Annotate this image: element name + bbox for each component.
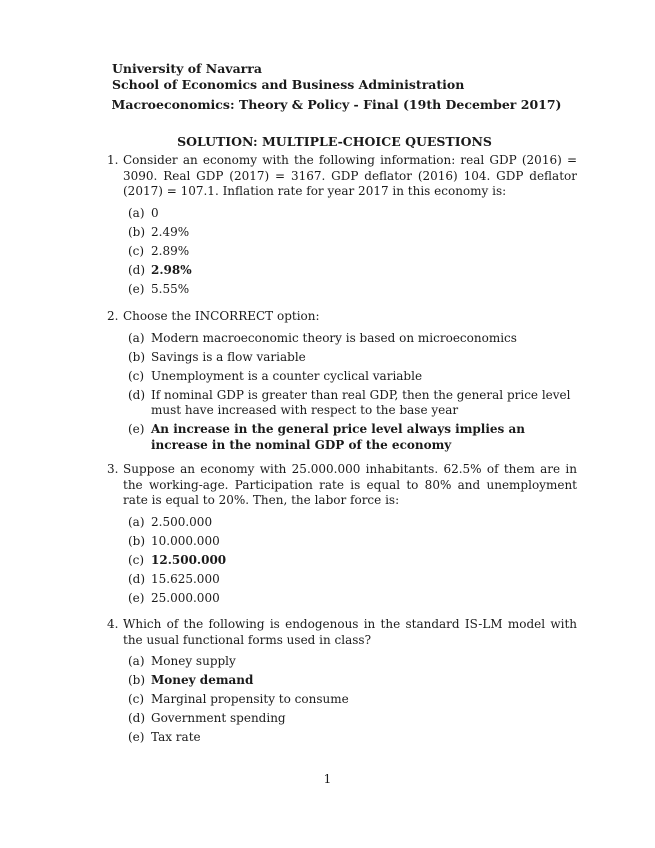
option-text: 2.500.000 <box>151 514 213 529</box>
option-text: 12.500.000 <box>151 552 227 567</box>
option-a <box>128 206 577 222</box>
option-text: Money demand <box>151 673 254 687</box>
options-list <box>128 206 577 298</box>
question-3 <box>107 462 577 610</box>
section-title: SOLUTION: MULTIPLE-CHOICE QUESTIONS <box>177 134 492 149</box>
option-label: (a) <box>128 654 145 668</box>
option-d <box>128 572 577 588</box>
option-label: (d) <box>128 711 146 725</box>
option-text: 15.625.000 <box>151 571 220 586</box>
option-label: (b) <box>128 224 146 239</box>
question-text: Choose the INCORRECT option: <box>123 309 320 323</box>
option-b <box>128 350 577 366</box>
option-text: 2.98% <box>151 262 192 277</box>
option-b-correct <box>128 673 577 689</box>
option-label: (e) <box>128 281 145 296</box>
option-label: (a) <box>128 514 145 529</box>
option-label: (b) <box>128 673 146 687</box>
university-name: University of Navarra <box>112 61 262 76</box>
option-label: (c) <box>128 692 145 706</box>
course-title: Macroeconomics: Theory & Policy - Final (19th December 2017) <box>111 97 562 112</box>
option-label: (c) <box>128 368 145 383</box>
option-d <box>128 388 577 419</box>
option-label: (e) <box>128 590 145 605</box>
option-text: Marginal propensity to consume <box>151 692 349 706</box>
option-text: If nominal GDP is greater than real GDP, then the general price level must have increased with respect to the base year <box>151 387 571 417</box>
option-text: 0 <box>151 205 159 220</box>
option-text: 2.49% <box>151 224 190 239</box>
question-1 <box>107 153 577 301</box>
option-label: (b) <box>128 349 146 364</box>
option-text: 10.000.000 <box>151 533 220 548</box>
option-e <box>128 591 577 607</box>
options-list <box>128 515 577 607</box>
option-text: 2.89% <box>151 243 190 258</box>
question-number: 3. <box>107 462 119 476</box>
option-a <box>128 331 577 347</box>
option-text: Money supply <box>151 654 236 668</box>
option-text: 5.55% <box>151 281 190 296</box>
option-d <box>128 711 577 727</box>
option-text: An increase in the general price level always implies an increase in the nominal GDP of the economy <box>151 422 525 452</box>
option-c <box>128 369 577 385</box>
option-text: Tax rate <box>151 730 201 744</box>
option-label: (a) <box>128 205 145 220</box>
option-b <box>128 225 577 241</box>
option-label: (e) <box>128 730 145 744</box>
option-c-correct <box>128 553 577 569</box>
option-text: 25.000.000 <box>151 590 220 605</box>
option-label: (b) <box>128 533 146 548</box>
option-label: (c) <box>128 243 145 258</box>
option-b <box>128 534 577 550</box>
question-number: 4. <box>107 617 119 631</box>
school-name: School of Economics and Business Administration <box>112 77 465 92</box>
header-block <box>112 61 464 93</box>
page-number: 1 <box>323 772 332 786</box>
question-number: 1. <box>107 153 119 167</box>
option-label: (a) <box>128 330 145 345</box>
option-label: (c) <box>128 552 145 567</box>
option-text: Unemployment is a counter cyclical variable <box>151 368 423 383</box>
options-list <box>128 331 577 454</box>
option-d-correct <box>128 263 577 279</box>
option-label: (d) <box>128 571 146 586</box>
option-e-correct <box>128 422 577 453</box>
question-4 <box>107 617 577 749</box>
option-a <box>128 654 577 670</box>
option-e <box>128 282 577 298</box>
options-list <box>128 654 577 746</box>
option-c <box>128 244 577 260</box>
question-text: Suppose an economy with 25.000.000 inhabitants. 62.5% of them are in the working-age. Participation rate is equal to 80% and unemployment rate is equal to 20%. Then, the labor force is: <box>123 462 577 507</box>
option-label: (d) <box>128 262 146 277</box>
option-text: Modern macroeconomic theory is based on microeconomics <box>151 330 517 345</box>
option-text: Government spending <box>151 711 286 725</box>
option-c <box>128 692 577 708</box>
option-label: (e) <box>128 422 145 436</box>
option-label: (d) <box>128 387 146 402</box>
question-text: Which of the following is endogenous in the standard IS-LM model with the usual functional forms used in class? <box>123 617 577 647</box>
option-e <box>128 730 577 746</box>
option-text: Savings is a flow variable <box>151 349 306 364</box>
question-text: Consider an economy with the following information: real GDP (2016) = 3090. Real GDP (2017) = 3167. GDP deflator (2016) 104. GDP deflator (2017) = 107.1. Inflation rate for year 2017 in this economy is: <box>123 153 577 198</box>
question-number: 2. <box>107 309 119 323</box>
option-a <box>128 515 577 531</box>
question-2 <box>107 309 577 457</box>
